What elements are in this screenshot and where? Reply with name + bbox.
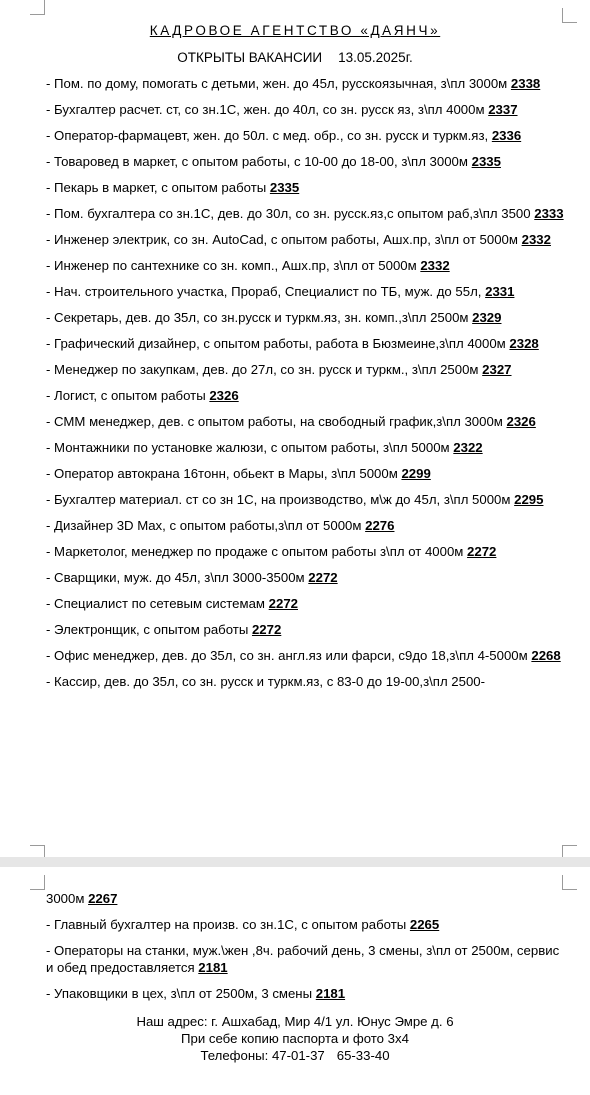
vacancy-item [46,595,570,612]
vacancy-text: - Монтажники по установке жалюзи, с опытом работы, з\пл 5000м [46,440,454,455]
vacancy-item [46,335,570,352]
vacancy-item [46,387,570,404]
vacancy-code: 2338 [510,76,541,91]
vacancy-code: 2332 [521,232,551,247]
vacancy-text: - Упаковщики в цех, з\пл от 2500м, 3 смены [46,986,316,1001]
page-corner-mark [30,875,45,890]
vacancy-code: 2181 [198,960,228,975]
vacancy-text: - Офис менеджер, дев. до 35л, со зн. англ.яз или фарси, с9до 18,з\пл 4-5000м [46,648,532,663]
vacancies-subtitle [0,50,590,65]
vacancy-text: - Электронщик, с опытом работы [46,622,252,637]
vacancy-code: 2268 [531,648,561,663]
vacancy-item [46,621,570,638]
vacancy-text: - Сварщики, муж. до 45л, з\пл 3000-3500м [46,570,309,585]
vacancy-item [46,491,570,508]
vacancy-text: - Операторы на станки, муж.\жен ,8ч. рабочий день, 3 смены, з\пл от 2500м, сервис и обед предоставляется [46,943,560,975]
vacancy-item [46,647,570,664]
vacancy-text: - Маркетолог, менеджер по продаже с опытом работы з\пл от 4000м [46,544,468,559]
vacancy-code: 2335 [269,180,300,195]
vacancy-item [46,413,570,430]
vacancy-text: - СММ менеджер, дев. с опытом работы, на свободный график,з\пл 3000м [46,414,507,429]
document-date: 13.05.2025г. [338,50,413,65]
vacancy-code: 2272 [251,622,282,637]
vacancy-code: 2328 [509,336,539,351]
phones-line [0,1047,590,1064]
vacancy-text: - Бухгалтер расчет. ст, со зн.1С, жен. до 40л, со зн. русск яз, з\пл 4000м [46,102,489,117]
phone-2: 65-33-40 [336,1048,390,1063]
vacancy-item [46,257,570,274]
vacancy-code: 2299 [401,466,431,481]
phone-1: Телефоны: 47-01-37 [200,1048,325,1063]
vacancy-item [46,916,570,933]
vacancy-item [46,465,570,482]
vacancy-item [46,673,570,690]
documents-line: При себе копию паспорта и фото 3х4 [181,1031,409,1046]
vacancy-item [46,890,570,907]
vacancy-text: - Секретарь, дев. до 35л, со зн.русск и туркм.яз, зн. комп.,з\пл 2500м [46,310,473,325]
vacancy-text: - Менеджер по закупкам, дев. до 27л, со зн. русск и туркм., з\пл 2500м [46,362,483,377]
vacancy-code: 2326 [209,388,239,403]
vacancy-text: - Бухгалтер материал. ст со зн 1С, на производство, м\ж до 45л, з\пл 5000м [46,492,515,507]
vacancy-code: 2332 [420,258,450,273]
vacancy-text: 3000м [46,891,89,906]
vacancy-item [46,101,570,118]
vacancy-text: - Оператор автокрана 16тонн, обьект в Мары, з\пл 5000м [46,466,402,481]
vacancy-text: - Специалист по сетевым системам [46,596,269,611]
page-corner-mark [30,0,45,15]
vacancy-code: 2276 [365,518,395,533]
vacancy-item [46,543,570,560]
vacancy-code: 2333 [534,206,564,221]
vacancy-text: - Главный бухгалтер на произв. со зн.1С, с опытом работы [46,917,410,932]
vacancy-code: 2336 [491,128,522,143]
vacancy-code: 2329 [472,310,502,325]
vacancy-item [46,153,570,170]
vacancy-item [46,985,570,1002]
page-separator [0,857,590,867]
vacancy-text: - Логист, с опытом работы [46,388,210,403]
vacancy-text: - Инженер электрик, со зн. AutoCad, с опытом работы, Ашх.пр, з\пл от 5000м [46,232,522,247]
vacancy-text: - Графический дизайнер, с опытом работы, работа в Бюзмеине,з\пл 4000м [46,336,510,351]
vacancy-text: - Дизайнер 3D Max, с опытом работы,з\пл от 5000м [46,518,366,533]
vacancy-item [46,127,570,144]
vacancy-code: 2267 [88,891,118,906]
vacancy-list [46,75,570,699]
vacancy-code: 2272 [467,544,497,559]
vacancy-item [46,517,570,534]
vacancy-text: - Инженер по сантехнике со зн. комп., Ашх.пр, з\пл от 5000м [46,258,421,273]
vacancy-item [46,231,570,248]
subtitle-text: ОТКРЫТЫ ВАКАНСИИ [177,50,323,65]
vacancy-text: - Оператор-фармацевт, жен. до 50л. с мед. обр., со зн. русск и туркм.яз, [46,128,492,143]
vacancy-item [46,179,570,196]
vacancy-item [46,439,570,456]
vacancy-code: 2337 [488,102,518,117]
page-corner-mark [562,875,577,890]
vacancy-code: 2322 [453,440,483,455]
vacancy-item [46,75,570,92]
vacancy-item [46,283,570,300]
vacancy-code: 2265 [409,917,440,932]
vacancy-text: - Товаровед в маркет, с опытом работы, с 10-00 до 18-00, з\пл 3000м [46,154,472,169]
address-line: Наш адрес: г. Ашхабад, Мир 4/1 ул. Юнус Эмре д. 6 [136,1014,454,1029]
vacancy-code: 2327 [482,362,512,377]
vacancy-code: 2181 [315,986,346,1001]
vacancy-code: 2272 [268,596,298,611]
vacancy-code: 2326 [506,414,536,429]
vacancy-item [46,569,570,586]
vacancy-text: - Пекарь в маркет, с опытом работы [46,180,270,195]
vacancy-code: 2331 [485,284,515,299]
agency-title: КАДРОВОЕ АГЕНТСТВО «ДАЯНЧ» [149,23,441,38]
vacancy-code: 2272 [308,570,338,585]
vacancy-text: - Кассир, дев. до 35л, со зн. русск и туркм.яз, с 83-0 до 19-00,з\пл 2500- [46,674,486,689]
vacancy-code: 2295 [514,492,544,507]
vacancy-item [46,205,570,222]
vacancy-code: 2335 [471,154,501,169]
vacancy-text: - Нач. строительного участка, Прораб, Специалист по ТБ, муж. до 55л, [46,284,486,299]
vacancy-text: - Пом. по дому, помогать с детьми, жен. до 45л, русскоязычная, з\пл 3000м [46,76,511,91]
vacancy-item [46,361,570,378]
page-corner-mark [562,8,577,23]
vacancy-item [46,309,570,326]
vacancy-list-continued [46,890,570,1011]
vacancy-text: - Пом. бухгалтера со зн.1С, дев. до 30л, со зн. русск.яз,с опытом раб,з\пл 3500 [46,206,535,221]
vacancy-item [46,942,570,976]
contact-footer [0,1013,590,1064]
